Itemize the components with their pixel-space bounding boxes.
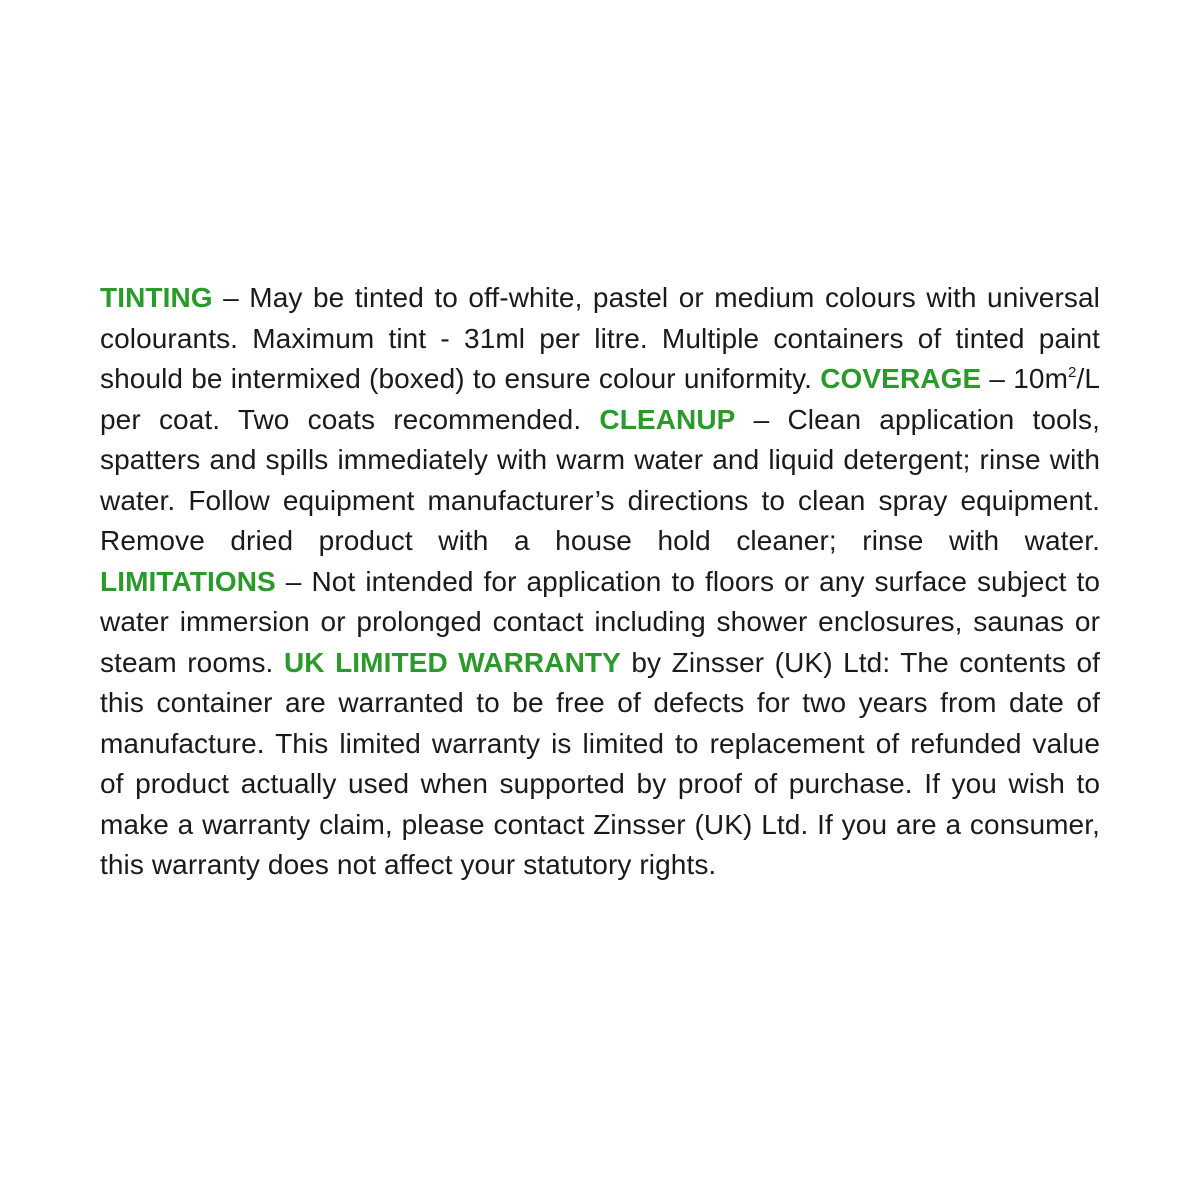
cleanup-heading: CLEANUP xyxy=(599,403,736,435)
tinting-text: – May be tinted to off-white, pastel or medium colours with universal colourants. Maximum tint - 31ml per litre. Multiple containers of tinted paint should be intermixed (boxed) to ensure colour uniformity. xyxy=(100,282,1100,394)
coverage-superscript: 2 xyxy=(1068,364,1077,381)
product-label-text xyxy=(100,278,1100,886)
limitations-heading: LIMITATIONS xyxy=(100,565,276,597)
limitations-text: – Not intended for application to floors or any surface subject to water immersion or prolonged contact including shower enclosures, saunas or steam rooms. xyxy=(100,565,1100,678)
warranty-heading: UK LIMITED WARRANTY xyxy=(283,646,621,678)
cleanup-text: – Clean application tools, spatters and spills immediately with warm water and liquid detergent; rinse with water. Follow equipment manufacturer’s directions to clean spray equipment. Remove dried product with a house hold cleaner; rinse with water. xyxy=(100,403,1100,556)
tinting-heading: TINTING xyxy=(100,282,213,313)
coverage-text-start: – 10m xyxy=(981,363,1068,394)
coverage-heading: COVERAGE xyxy=(820,363,982,394)
warranty-text: by Zinsser (UK) Ltd: The contents of this container are warranted to be free of defects for two years from date of manufacture. This limited warranty is limited to replacement of refunded value of product actually used when supported by proof of purchase. If you wish to make a warranty claim, please contact Zinsser (UK) Ltd. If you are a consumer, this warranty does not affect your statutory rights. xyxy=(100,646,1100,880)
coverage-text-end: /L per coat. Two coats recommended. xyxy=(100,363,1101,435)
